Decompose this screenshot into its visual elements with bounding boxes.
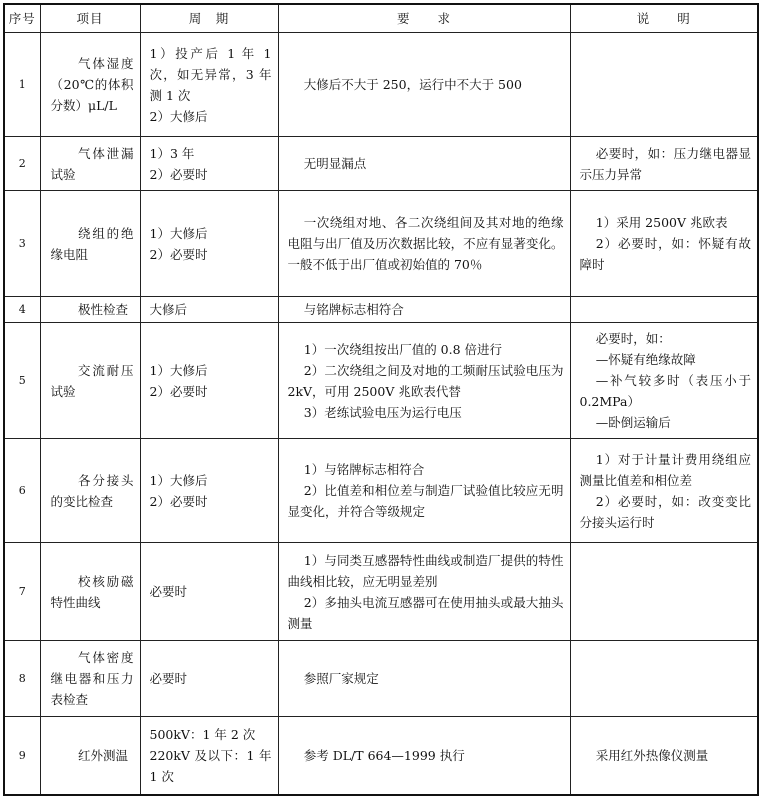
requirement-cell (278, 641, 570, 717)
cycle-cell (140, 323, 278, 439)
note-cell (570, 439, 758, 543)
header-requirement: 要 求 (278, 4, 570, 33)
item-text: 气体湿度（20℃的体积分数）μL/L (50, 56, 134, 113)
cycle-cell (140, 717, 278, 795)
cycle-line: 2）必要时 (149, 383, 208, 399)
item-cell (40, 717, 140, 795)
item-cell (40, 439, 140, 543)
cycle-line: 500kV：1 年 2 次 (149, 726, 256, 742)
note-line: 必要时，如：压力继电器显示压力异常 (579, 145, 751, 182)
item-text: 极性检查 (78, 302, 129, 317)
cycle-line: 必要时 (149, 584, 188, 599)
header-item: 项目 (40, 4, 140, 33)
cycle-cell (140, 641, 278, 717)
cycle-line: 2）必要时 (149, 493, 208, 509)
row-number: 4 (4, 297, 40, 323)
cycle-line: 1）大修后 (149, 472, 208, 488)
table-row (4, 439, 758, 543)
row-number: 2 (4, 137, 40, 191)
item-cell (40, 543, 140, 641)
note-cell (570, 717, 758, 795)
cycle-line: 220kV 及以下：1 年 1 次 (149, 747, 272, 784)
requirement-cell (278, 297, 570, 323)
item-text: 交流耐压试验 (50, 362, 134, 399)
note-line: 1）采用 2500V 兆欧表 (595, 215, 728, 230)
requirement-line: 3）老练试验电压为运行电压 (303, 404, 462, 420)
requirement-line: 1）一次绕组按出厂值的 0.8 倍进行 (303, 341, 503, 357)
test-items-table (3, 3, 759, 796)
note-line: 2）必要时，如：怀疑有故障时 (579, 236, 751, 272)
requirement-cell (278, 191, 570, 297)
row-number: 7 (4, 543, 40, 641)
item-cell (40, 191, 140, 297)
note-line: 必要时，如： (595, 331, 671, 346)
requirement-cell (278, 439, 570, 543)
table-row (4, 717, 758, 795)
row-number: 9 (4, 717, 40, 795)
row-number: 3 (4, 191, 40, 297)
note-line: —补气较多时（表压小于 0.2MPa） (579, 373, 751, 409)
header-cycle: 周 期 (140, 4, 278, 33)
note-cell (570, 323, 758, 439)
requirement-line: 2）二次绕组之间及对地的工频耐压试验电压为 2kV，可用 2500V 兆欧表代替 (287, 362, 564, 399)
cycle-line: 1）3 年 (149, 145, 195, 161)
table-row (4, 33, 758, 137)
table-row (4, 191, 758, 297)
note-cell (570, 137, 758, 191)
note-cell (570, 191, 758, 297)
cycle-line: 1）投产后 1 年 1 次，如无异常，3 年测 1 次 (149, 45, 272, 103)
requirement-line: 参考 DL/T 664—1999 执行 (303, 747, 465, 763)
row-number: 5 (4, 323, 40, 439)
cycle-line: 1）大修后 (149, 362, 208, 378)
cycle-cell (140, 543, 278, 641)
row-number: 1 (4, 33, 40, 137)
cycle-line: 2）必要时 (149, 246, 208, 262)
requirement-cell (278, 323, 570, 439)
table-row (4, 137, 758, 191)
cycle-line: 1）大修后 (149, 225, 208, 241)
table-row (4, 641, 758, 717)
item-text: 气体泄漏试验 (50, 145, 134, 182)
cycle-cell (140, 33, 278, 137)
requirement-line: 1）与同类互感器特性曲线或制造厂提供的特性曲线相比较，应无明显差别 (287, 552, 564, 589)
item-text: 校核励磁特性曲线 (50, 573, 134, 610)
cycle-line: 大修后 (149, 302, 188, 317)
item-cell (40, 323, 140, 439)
row-number: 6 (4, 439, 40, 543)
cycle-cell (140, 439, 278, 543)
item-cell (40, 33, 140, 137)
item-text: 绕组的绝缘电阻 (50, 225, 134, 262)
header-no: 序号 (4, 4, 40, 33)
cycle-line: 2）大修后 (149, 108, 208, 124)
note-line: 采用红外热像仪测量 (595, 747, 709, 763)
table-row (4, 323, 758, 439)
requirement-line: 1）与铭牌标志相符合 (303, 462, 425, 477)
note-line: 1）对于计量计费用绕组应测量比值差和相位差 (579, 451, 751, 488)
table-row (4, 543, 758, 641)
item-text: 红外测温 (78, 747, 129, 763)
cycle-line: 2）必要时 (149, 166, 208, 182)
item-cell (40, 297, 140, 323)
note-line: —卧倒运输后 (595, 415, 671, 430)
requirement-cell (278, 543, 570, 641)
note-cell (570, 641, 758, 717)
requirement-line: 大修后不大于 250，运行中不大于 500 (303, 77, 522, 92)
table-row (4, 297, 758, 323)
cycle-cell (140, 191, 278, 297)
requirement-line: 2）多抽头电流互感器可在使用抽头或最大抽头测量 (287, 594, 564, 631)
header-row (4, 4, 758, 33)
requirement-line: 无明显漏点 (303, 156, 367, 171)
item-cell (40, 641, 140, 717)
requirement-line: 2）比值差和相位差与制造厂试验值比较应无明显变化，并符合等级规定 (287, 483, 564, 519)
note-line: 2）必要时，如：改变变比分接头运行时 (579, 493, 751, 530)
note-cell (570, 543, 758, 641)
item-text: 气体密度继电器和压力表检查 (50, 650, 134, 707)
cycle-cell (140, 297, 278, 323)
note-cell (570, 297, 758, 323)
row-number: 8 (4, 641, 40, 717)
requirement-line: 一次绕组对地、各二次绕组间及其对地的绝缘电阻与出厂值及历次数据比较，不应有显著变化。一般不低于出厂值或初始值的 70％ (287, 215, 564, 272)
cycle-line: 必要时 (149, 671, 188, 686)
item-text: 各分接头的变比检查 (50, 472, 134, 509)
requirement-line: 参照厂家规定 (303, 671, 379, 686)
requirement-line: 与铭牌标志相符合 (303, 302, 404, 317)
header-note: 说 明 (570, 4, 758, 33)
item-cell (40, 137, 140, 191)
requirement-cell (278, 33, 570, 137)
cycle-cell (140, 137, 278, 191)
requirement-cell (278, 137, 570, 191)
requirement-cell (278, 717, 570, 795)
note-cell (570, 33, 758, 137)
note-line: —怀疑有绝缘故障 (595, 352, 696, 367)
